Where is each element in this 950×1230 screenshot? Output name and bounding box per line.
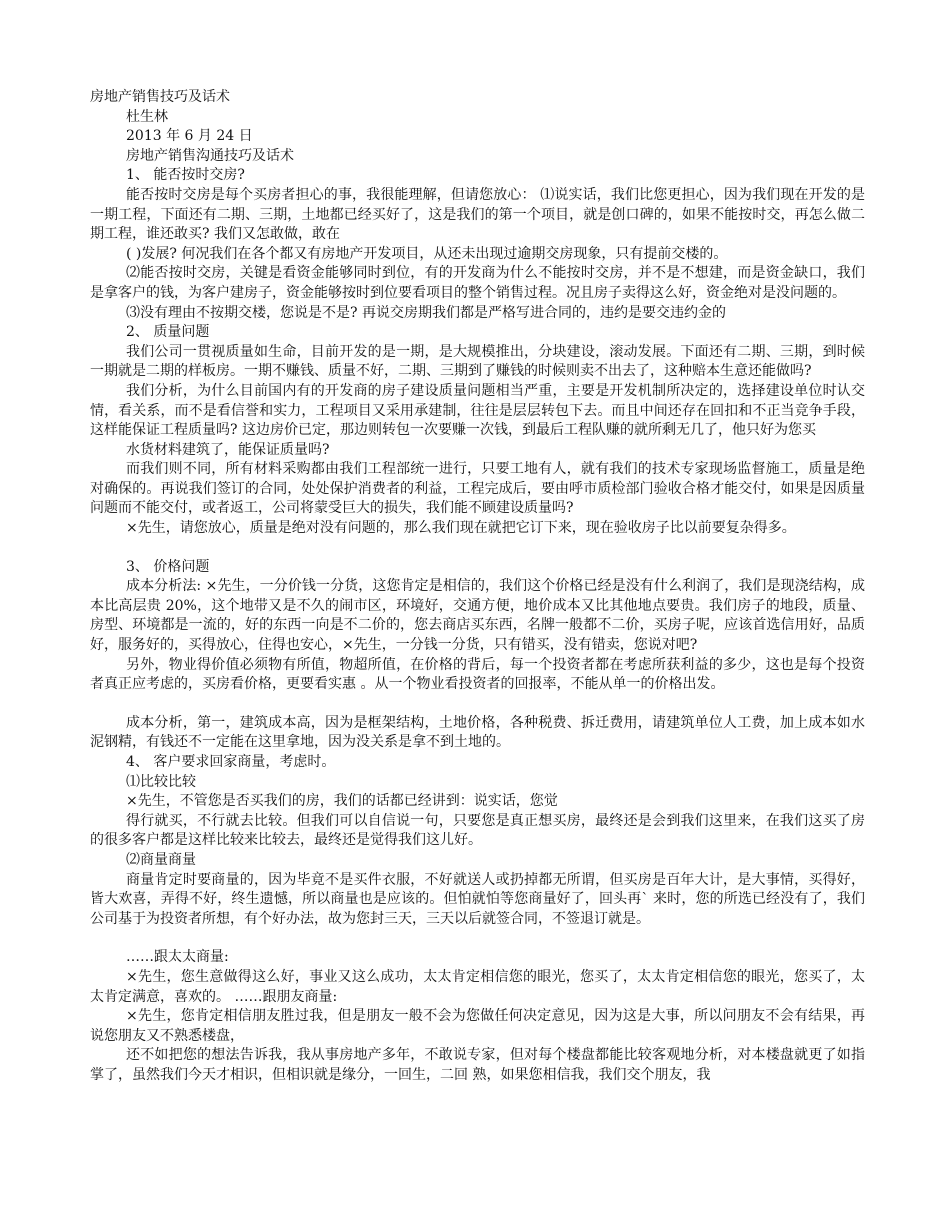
paragraph-gap: [90, 695, 865, 714]
doc-date: 2013 年 6 月 24 日: [126, 128, 253, 145]
body-paragraph: ×先生，请您放心，质量是绝对没有问题的，那么我们现在就把它订下来，现在验收房子比以前要复杂得多。: [126, 520, 796, 537]
body-paragraph: 能否按时交房是每个买房者担心的事，我很能理解，但请您放心： ⑴说实话，我们比您更担心，因为我们现在开发的是一期工程，下面还有二期、三期，土地都已经买好了，这是我们的第一个项目，就是创口碑的，如果不能按时交，再怎么做二期工程，谁还敢买? 我们又怎敢做，敢在: [90, 186, 865, 243]
body-paragraph: 成本分析法: ×先生，一分价钱一分货，这您肯定是相信的，我们这个价格已经是没有什么利润了，我们是现浇结构，成本比高层贵 20%，这个地带又是不久的闹市区，环境好，交通方便，地价成本又比其他地点要贵。我们房子的地段，质量、房型、环境都是一流的，好的东西一向是不二价的，您去商店买东西，名牌一般都不二价，买房子呢，应该首选信用好，品质好，服务好的，买得放心，住得也安心，×先生，一分钱一分货，只有错买，没有错卖，您说对吧?: [90, 578, 865, 654]
body-paragraph: 得行就买，不行就去比较。但我们可以自信说一句，只要您是真正想买房，最终还是会到我们这里来，在我们这买了房的很多客户都是这样比较来比较去，最终还是觉得我们这儿好。: [90, 812, 865, 849]
body-paragraph: 水货材料建筑了，能保证质量吗?: [126, 441, 330, 458]
sub-heading: ……跟太太商量:: [126, 949, 229, 966]
document-page: [90, 88, 865, 1086]
body-paragraph: 另外，物业得价值必须物有所值，物超所值，在价格的背后，每一个投资者都在考虑所获利益的多少，这也是每个投资者真正应考虑的，买房看价格，更要看实惠 。从一个物业看投资者的回报率，不能从单一的价格出发。: [90, 656, 865, 693]
section-heading-4: 4、 客户要求回家商量，考虑时。: [126, 754, 336, 770]
body-paragraph: 商量肯定时要商量的，因为毕竟不是买件衣服，不好就送人或扔掉都无所谓，但买房是百年大计，是大事情，买得好，皆大欢喜，弄得不好，终生遗憾，所以商量也是应该的。但怕就怕等您商量好了，回头再` 来时，您的所选已经没有了，我们公司基于为投资者所想，有个好办法，故为您封三天，三天以后就签合同，不签退订就是。: [90, 871, 865, 927]
doc-author: 杜生林: [126, 108, 168, 125]
paragraph-gap: [90, 929, 865, 948]
section-heading-1: 1、 能否按时交房?: [126, 167, 245, 184]
body-paragraph: 我们分析，为什么目前国内有的开发商的房子建设质量问题相当严重，主要是开发机制所决定的，选择建设单位时认交情，看关系，而不是看信誉和实力，工程项目又采用承建制，往往是层层转包下去。而且中间还存在回扣和不正当竞争手段，这样能保证工程质量吗? 这边房价已定，那边则转包一次要赚一次钱，到最后工程队赚的就所剩无几了，他只好为您买: [90, 382, 865, 439]
body-paragraph: 而我们则不同，所有材料采购都由我们工程部统一进行，只要工地有人，就有我们的技术专家现场监督施工，质量是绝对确保的。再说我们签订的合同，处处保护消费者的利益，工程完成后，要由呼市质检部门验收合格才能交付，如果是因质量问题而不能交付，或者返工，公司将蒙受巨大的损失，我们能不顾建设质量吗?: [90, 461, 865, 517]
doc-subtitle: 房地产销售沟通技巧及话术: [126, 147, 294, 164]
paragraph-gap: [90, 539, 865, 558]
doc-title: 房地产销售技巧及话术: [90, 89, 230, 105]
body-paragraph: 还不如把您的想法告诉我，我从事房地产多年，不敢说专家，但对每个楼盘都能比较客观地分析，对本楼盘就更了如指掌了，虽然我们今天才相识，但相识就是缘分，一回生，二回 熟，如果您相信我，我们交个朋友，我: [90, 1047, 865, 1083]
body-paragraph: ⑵能否按时交房，关键是看资金能够同时到位，有的开发商为什么不能按时交房，并不是不想建，而是资金缺口，我们是拿客户的钱，为客户建房子，资金能够按时到位要看项目的整个销售过程。况且房子卖得这么好，资金绝对是没问题的。: [90, 265, 865, 301]
body-paragraph: ×先生，不管您是否买我们的房，我们的话都已经讲到：说实话，您觉: [126, 793, 558, 810]
section-heading-3: 3、 价格问题: [126, 558, 210, 575]
body-paragraph: 我们公司一贯视质量如生命，目前开发的是一期，是大规模推出，分块建设，滚动发展。下面还有二期、三期，到时候一期就是二期的样板房。一期不赚钱、质量不好，二期、三期到了赚钱的时候则卖不出去了，这种赔本生意还能做吗?: [90, 343, 865, 380]
body-paragraph: ×先生，您肯定相信朋友胜过我，但是朋友一般不会为您做任何决定意见，因为这是大事，所以问朋友不会有结果，再说您朋友又不熟悉楼盘，: [90, 1008, 865, 1044]
sub-heading: ⑴比较比较: [126, 773, 196, 790]
body-paragraph: ⑶没有理由不按期交楼，您说是不是? 再说交房期我们都是严格写进合同的，违约是要交违约金的: [126, 304, 726, 321]
sub-heading: ⑵商量商量: [126, 851, 196, 868]
body-paragraph: 成本分析，第一，建筑成本高，因为是框架结构，土地价格，各种税费、拆迁费用，请建筑单位人工费，加上成本如水泥钢精，有钱还不一定能在这里拿地，因为没关系是拿不到土地的。: [90, 714, 865, 751]
section-heading-2: 2、 质量问题: [126, 324, 210, 341]
body-paragraph: ( )发展? 何况我们在各个都又有房地产开发项目，从还未出现过逾期交房现象，只有提前交楼的。: [126, 245, 728, 262]
body-paragraph: ×先生，您生意做得这么好，事业又这么成功，太太肯定相信您的眼光，您买了，太太肯定相信您的眼光，您买了，太太肯定满意，喜欢的。 ……跟朋友商量:: [90, 968, 865, 1005]
